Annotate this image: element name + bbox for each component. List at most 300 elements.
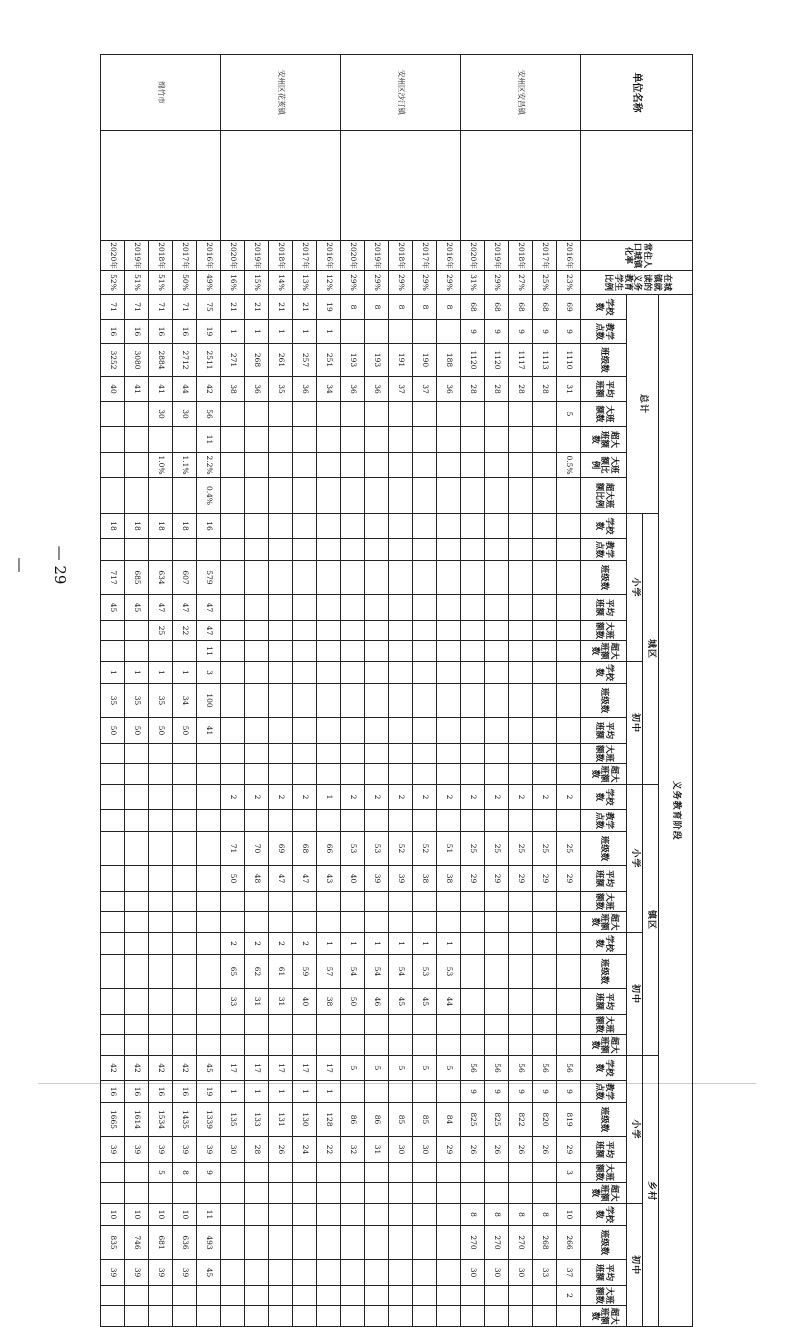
value-cell-tp_cls: 51 [437, 832, 461, 866]
value-cell-um_avg [533, 718, 557, 744]
value-cell-tm_cls [509, 955, 533, 989]
value-cell-tm_sch [149, 933, 173, 955]
metric-header-rm_cls: 班级数 [581, 1226, 627, 1260]
value-cell-t_lg [509, 402, 533, 427]
value-cell-tm_cls [461, 955, 485, 989]
value-cell-rm_lg [533, 1286, 557, 1306]
value-cell-t_xlr [509, 478, 533, 514]
value-cell-tp_avg [125, 866, 149, 892]
unit-blank-cell [341, 131, 461, 241]
value-cell-t_sch: 68 [461, 295, 485, 320]
value-cell-rp_site: 9 [557, 1081, 581, 1103]
rural-primary-header: 小学 [627, 1056, 643, 1204]
corner-unit-header: 单位名称 [581, 55, 693, 131]
value-cell-tp_xl [101, 912, 125, 933]
table-row [101, 55, 125, 1327]
value-cell-t_avg: 41 [125, 377, 149, 402]
value-cell-tp_lg [389, 892, 413, 912]
value-cell-up_xl [413, 641, 437, 662]
value-cell-t_avg: 36 [245, 377, 269, 402]
value-cell-rp_avg: 22 [317, 1137, 341, 1163]
value-cell-t_lg [437, 402, 461, 427]
value-cell-t_xl [533, 427, 557, 453]
value-cell-rp_sch: 56 [533, 1056, 557, 1081]
value-cell-t_sch: 21 [245, 295, 269, 320]
value-cell-tp_xl [341, 912, 365, 933]
value-cell-rp_sch: 5 [437, 1056, 461, 1081]
value-cell-t_avg: 35 [269, 377, 293, 402]
urbanization-cell: 12% [317, 271, 341, 295]
value-cell-rm_sch: 10 [149, 1204, 173, 1226]
value-cell-t_lgr [509, 453, 533, 478]
urbanization-cell: 13% [293, 271, 317, 295]
table-row [413, 55, 437, 1327]
value-cell-rp_avg: 39 [197, 1137, 221, 1163]
value-cell-t_xl [509, 427, 533, 453]
metric-header-rp_xl: 超大班额数 [581, 1183, 627, 1204]
value-cell-up_avg [365, 595, 389, 621]
value-cell-rm_avg: 39 [173, 1260, 197, 1286]
value-cell-tm_sch [125, 933, 149, 955]
value-cell-um_lg [293, 744, 317, 764]
statistics-table [100, 54, 693, 1327]
value-cell-up_xl [557, 641, 581, 662]
value-cell-tm_xl [269, 1035, 293, 1056]
value-cell-tm_sch: 2 [293, 933, 317, 955]
value-cell-um_avg [341, 718, 365, 744]
value-cell-tm_sch: 1 [317, 933, 341, 955]
value-cell-t_cls: 1110 [557, 344, 581, 377]
value-cell-tp_avg: 29 [485, 866, 509, 892]
urbanization-cell: 51% [149, 271, 173, 295]
value-cell-rp_lg [125, 1163, 149, 1183]
value-cell-tm_avg: 45 [389, 989, 413, 1015]
year-cell: 2017年 [533, 241, 557, 271]
value-cell-tp_avg: 47 [269, 866, 293, 892]
value-cell-rp_site [413, 1081, 437, 1103]
value-cell-t_cls: 193 [341, 344, 365, 377]
value-cell-um_xl [509, 764, 533, 785]
value-cell-rp_avg: 29 [557, 1137, 581, 1163]
value-cell-tm_sch: 1 [389, 933, 413, 955]
year-cell: 2020年 [221, 241, 245, 271]
value-cell-t_sch: 8 [389, 295, 413, 320]
value-cell-up_sch [269, 514, 293, 539]
value-cell-rp_lg [437, 1163, 461, 1183]
value-cell-up_cls [269, 561, 293, 595]
rural-group-header: 乡村 [643, 1056, 659, 1327]
value-cell-up_xl [125, 641, 149, 662]
value-cell-rp_cls: 86 [341, 1103, 365, 1137]
value-cell-t_site: 1 [293, 320, 317, 344]
value-cell-rp_xl [557, 1183, 581, 1204]
value-cell-tp_lg [509, 892, 533, 912]
value-cell-tm_lg [461, 1015, 485, 1035]
value-cell-rp_sch: 56 [509, 1056, 533, 1081]
value-cell-t_lg [341, 402, 365, 427]
unit-name-cell [461, 55, 581, 131]
value-cell-tp_avg: 29 [509, 866, 533, 892]
unit-name: 绵竹市 [156, 81, 166, 104]
value-cell-up_cls: 685 [125, 561, 149, 595]
value-cell-t_sch: 69 [557, 295, 581, 320]
value-cell-rp_sch: 17 [317, 1056, 341, 1081]
table-row [125, 55, 149, 1327]
value-cell-up_avg [461, 595, 485, 621]
value-cell-tp_lg [221, 892, 245, 912]
value-cell-rm_cls: 266 [557, 1226, 581, 1260]
value-cell-up_site [461, 539, 485, 561]
value-cell-rm_lg [317, 1286, 341, 1306]
year-cell: 2017年 [413, 241, 437, 271]
value-cell-rp_cls: 85 [389, 1103, 413, 1137]
value-cell-t_cls: 1120 [461, 344, 485, 377]
value-cell-up_cls [461, 561, 485, 595]
value-cell-tm_cls [101, 955, 125, 989]
value-cell-t_cls: 188 [437, 344, 461, 377]
value-cell-t_xlr [245, 478, 269, 514]
value-cell-um_xl [557, 764, 581, 785]
value-cell-up_site [245, 539, 269, 561]
value-cell-up_lg: 47 [197, 621, 221, 641]
compulsory-group-header: 义务教育阶段 [659, 295, 693, 1327]
unit-name-cell [221, 55, 341, 131]
year-cell: 2019年 [125, 241, 149, 271]
value-cell-rp_xl [125, 1183, 149, 1204]
value-cell-tm_avg: 45 [413, 989, 437, 1015]
value-cell-t_lgr [365, 453, 389, 478]
value-cell-tp_lg [461, 892, 485, 912]
value-cell-um_lg [341, 744, 365, 764]
year-cell: 2017年 [293, 241, 317, 271]
value-cell-rp_lg [317, 1163, 341, 1183]
value-cell-rp_cls: 825 [461, 1103, 485, 1137]
value-cell-tm_xl [197, 1035, 221, 1056]
value-cell-tp_cls: 25 [557, 832, 581, 866]
value-cell-t_lgr: 1.1% [173, 453, 197, 478]
value-cell-um_cls: 34 [173, 684, 197, 718]
value-cell-t_xlr [437, 478, 461, 514]
value-cell-t_avg: 36 [341, 377, 365, 402]
value-cell-um_cls [317, 684, 341, 718]
value-cell-up_xl [173, 641, 197, 662]
value-cell-rm_cls: 270 [461, 1226, 485, 1260]
value-cell-rp_cls: 1665 [101, 1103, 125, 1137]
value-cell-tm_cls: 57 [317, 955, 341, 989]
value-cell-t_avg: 38 [221, 377, 245, 402]
value-cell-up_lg [245, 621, 269, 641]
value-cell-tm_xl [149, 1035, 173, 1056]
value-cell-tm_cls: 54 [389, 955, 413, 989]
value-cell-t_xl [389, 427, 413, 453]
value-cell-rp_xl [533, 1183, 557, 1204]
value-cell-tm_cls [149, 955, 173, 989]
value-cell-tm_avg: 46 [365, 989, 389, 1015]
value-cell-tp_lg [557, 892, 581, 912]
value-cell-tp_cls [101, 832, 125, 866]
value-cell-tp_site [317, 810, 341, 832]
value-cell-um_cls [389, 684, 413, 718]
urbanization-cell: 51% [125, 271, 149, 295]
value-cell-rp_lg [509, 1163, 533, 1183]
metric-header-t_site: 教学点数 [581, 320, 627, 344]
table-row [173, 55, 197, 1327]
value-cell-tp_lg [125, 892, 149, 912]
corner-blank [581, 131, 693, 241]
value-cell-rm_sch [413, 1204, 437, 1226]
value-cell-rp_xl [341, 1183, 365, 1204]
value-cell-um_lg [245, 744, 269, 764]
value-cell-um_sch [413, 662, 437, 684]
value-cell-up_site [197, 539, 221, 561]
value-cell-rp_lg: 5 [149, 1163, 173, 1183]
value-cell-tp_xl [197, 912, 221, 933]
value-cell-t_lg [269, 402, 293, 427]
metric-header-t_xlr: 超大班额比例 [581, 478, 627, 514]
value-cell-tm_avg: 38 [317, 989, 341, 1015]
value-cell-t_cls: 190 [413, 344, 437, 377]
value-cell-um_lg [509, 744, 533, 764]
rural-middle-header: 初中 [627, 1204, 643, 1327]
value-cell-rm_lg: 2 [557, 1286, 581, 1306]
metric-header-rm_avg: 平均班额 [581, 1260, 627, 1286]
value-cell-tm_cls: 53 [413, 955, 437, 989]
value-cell-t_site [365, 320, 389, 344]
value-cell-t_cls: 3252 [101, 344, 125, 377]
value-cell-t_lgr [245, 453, 269, 478]
value-cell-up_cls [437, 561, 461, 595]
value-cell-rp_sch: 17 [293, 1056, 317, 1081]
urbanization-cell: 29% [437, 271, 461, 295]
value-cell-up_avg: 45 [101, 595, 125, 621]
value-cell-rm_avg: 30 [485, 1260, 509, 1286]
value-cell-t_lgr [101, 453, 125, 478]
value-cell-up_xl [533, 641, 557, 662]
value-cell-tm_cls: 54 [341, 955, 365, 989]
value-cell-rp_avg: 39 [125, 1137, 149, 1163]
value-cell-rm_lg [173, 1286, 197, 1306]
value-cell-um_xl [413, 764, 437, 785]
value-cell-tm_avg [485, 989, 509, 1015]
value-cell-t_avg: 41 [149, 377, 173, 402]
value-cell-rp_site: 9 [533, 1081, 557, 1103]
value-cell-rm_cls: 681 [149, 1226, 173, 1260]
value-cell-tm_cls [173, 955, 197, 989]
value-cell-tm_sch: 1 [413, 933, 437, 955]
value-cell-rm_cls: 835 [101, 1226, 125, 1260]
metric-header-t_xl: 超大班额数 [581, 427, 627, 453]
value-cell-rm_sch: 8 [461, 1204, 485, 1226]
value-cell-tm_lg [365, 1015, 389, 1035]
value-cell-um_lg [461, 744, 485, 764]
value-cell-t_site: 19 [197, 320, 221, 344]
value-cell-tp_sch: 2 [245, 785, 269, 810]
value-cell-tm_lg [269, 1015, 293, 1035]
value-cell-up_lg: 22 [173, 621, 197, 641]
value-cell-up_sch [317, 514, 341, 539]
value-cell-t_xlr [533, 478, 557, 514]
value-cell-up_lg [389, 621, 413, 641]
value-cell-rp_lg: 8 [173, 1163, 197, 1183]
value-cell-tp_cls: 68 [293, 832, 317, 866]
value-cell-up_avg [533, 595, 557, 621]
value-cell-tp_cls [149, 832, 173, 866]
value-cell-t_xlr [389, 478, 413, 514]
value-cell-tp_sch: 2 [413, 785, 437, 810]
value-cell-rp_cls: 86 [365, 1103, 389, 1137]
value-cell-t_xl [101, 427, 125, 453]
value-cell-rm_sch [293, 1204, 317, 1226]
value-cell-t_xl [461, 427, 485, 453]
value-cell-up_sch [461, 514, 485, 539]
year-cell: 2019年 [365, 241, 389, 271]
value-cell-t_lgr: 2.2% [197, 453, 221, 478]
value-cell-up_lg [461, 621, 485, 641]
value-cell-um_xl [365, 764, 389, 785]
value-cell-um_xl [245, 764, 269, 785]
value-cell-up_site [125, 539, 149, 561]
value-cell-um_avg [269, 718, 293, 744]
value-cell-tm_xl [293, 1035, 317, 1056]
value-cell-rp_lg [485, 1163, 509, 1183]
value-cell-tm_cls: 59 [293, 955, 317, 989]
unit-blank-cell [461, 131, 581, 241]
value-cell-tp_xl [509, 912, 533, 933]
value-cell-rm_xl [149, 1306, 173, 1327]
metric-header-up_xl: 超大班额数 [581, 641, 627, 662]
value-cell-t_sch: 21 [293, 295, 317, 320]
value-cell-tm_sch: 1 [437, 933, 461, 955]
metric-header-tm_xl: 超大班额数 [581, 1035, 627, 1056]
value-cell-rm_xl [389, 1306, 413, 1327]
value-cell-rp_cls: 85 [413, 1103, 437, 1137]
metric-header-t_cls: 班级数 [581, 344, 627, 377]
value-cell-rp_xl [485, 1183, 509, 1204]
value-cell-tm_avg: 33 [221, 989, 245, 1015]
value-cell-tp_site [389, 810, 413, 832]
table-row [245, 55, 269, 1327]
value-cell-rp_xl [197, 1183, 221, 1204]
value-cell-rm_sch: 10 [173, 1204, 197, 1226]
value-cell-um_sch [557, 662, 581, 684]
value-cell-rm_sch [317, 1204, 341, 1226]
urbanization-cell: 29% [341, 271, 365, 295]
value-cell-tp_xl [317, 912, 341, 933]
value-cell-up_lg [413, 621, 437, 641]
urban-group-header: 城区 [643, 514, 659, 785]
value-cell-tp_xl [557, 912, 581, 933]
value-cell-up_xl [509, 641, 533, 662]
value-cell-up_lg [101, 621, 125, 641]
value-cell-tp_avg: 38 [413, 866, 437, 892]
value-cell-um_sch [437, 662, 461, 684]
value-cell-tm_sch [485, 933, 509, 955]
value-cell-tp_lg [485, 892, 509, 912]
value-cell-um_sch [461, 662, 485, 684]
value-cell-um_sch [485, 662, 509, 684]
value-cell-up_xl [101, 641, 125, 662]
value-cell-um_cls: 35 [101, 684, 125, 718]
value-cell-rm_cls [413, 1226, 437, 1260]
value-cell-tm_sch [461, 933, 485, 955]
value-cell-um_sch [341, 662, 365, 684]
value-cell-t_xlr [341, 478, 365, 514]
value-cell-up_site [293, 539, 317, 561]
value-cell-um_avg [437, 718, 461, 744]
value-cell-um_lg [317, 744, 341, 764]
value-cell-tm_cls [197, 955, 221, 989]
value-cell-rm_lg [341, 1286, 365, 1306]
value-cell-up_sch [533, 514, 557, 539]
value-cell-tp_cls: 66 [317, 832, 341, 866]
value-cell-t_avg: 28 [461, 377, 485, 402]
value-cell-tp_sch: 2 [269, 785, 293, 810]
value-cell-up_xl: 11 [197, 641, 221, 662]
value-cell-rm_lg [149, 1286, 173, 1306]
value-cell-t_cls: 268 [245, 344, 269, 377]
value-cell-t_sch: 19 [317, 295, 341, 320]
value-cell-rm_sch [341, 1204, 365, 1226]
value-cell-up_xl [269, 641, 293, 662]
value-cell-up_lg [317, 621, 341, 641]
unit-name-cell [101, 55, 221, 131]
value-cell-rm_xl [557, 1306, 581, 1327]
value-cell-rp_site: 1 [317, 1081, 341, 1103]
unit-name: 安州区安昌镇 [516, 70, 526, 115]
value-cell-up_lg [557, 621, 581, 641]
value-cell-t_cls: 257 [293, 344, 317, 377]
value-cell-um_xl [101, 764, 125, 785]
value-cell-rm_xl [221, 1306, 245, 1327]
value-cell-um_xl [341, 764, 365, 785]
value-cell-rm_lg [221, 1286, 245, 1306]
value-cell-rm_avg [293, 1260, 317, 1286]
value-cell-rm_lg [293, 1286, 317, 1306]
value-cell-tp_lg [149, 892, 173, 912]
value-cell-tm_xl [101, 1035, 125, 1056]
value-cell-t_site: 1 [269, 320, 293, 344]
value-cell-um_xl [317, 764, 341, 785]
value-cell-tp_cls: 53 [365, 832, 389, 866]
value-cell-tm_lg [197, 1015, 221, 1035]
value-cell-um_avg [317, 718, 341, 744]
value-cell-t_avg: 37 [413, 377, 437, 402]
value-cell-um_avg [485, 718, 509, 744]
value-cell-rm_avg [221, 1260, 245, 1286]
value-cell-rm_sch [389, 1204, 413, 1226]
table-row [221, 55, 245, 1327]
value-cell-tp_sch [125, 785, 149, 810]
value-cell-um_lg [269, 744, 293, 764]
value-cell-up_lg [365, 621, 389, 641]
value-cell-tp_cls: 69 [269, 832, 293, 866]
table-row [557, 55, 581, 1327]
value-cell-um_lg [197, 744, 221, 764]
value-cell-um_sch: 1 [101, 662, 125, 684]
value-cell-tp_xl [485, 912, 509, 933]
value-cell-rp_avg: 26 [461, 1137, 485, 1163]
value-cell-um_xl [197, 764, 221, 785]
value-cell-t_cls: 2712 [173, 344, 197, 377]
value-cell-rm_lg [485, 1286, 509, 1306]
value-cell-tp_lg [101, 892, 125, 912]
value-cell-rp_cls: 820 [533, 1103, 557, 1137]
value-cell-t_lg [125, 402, 149, 427]
value-cell-um_sch [533, 662, 557, 684]
value-cell-tm_sch [533, 933, 557, 955]
value-cell-tm_lg [533, 1015, 557, 1035]
value-cell-up_avg: 47 [149, 595, 173, 621]
